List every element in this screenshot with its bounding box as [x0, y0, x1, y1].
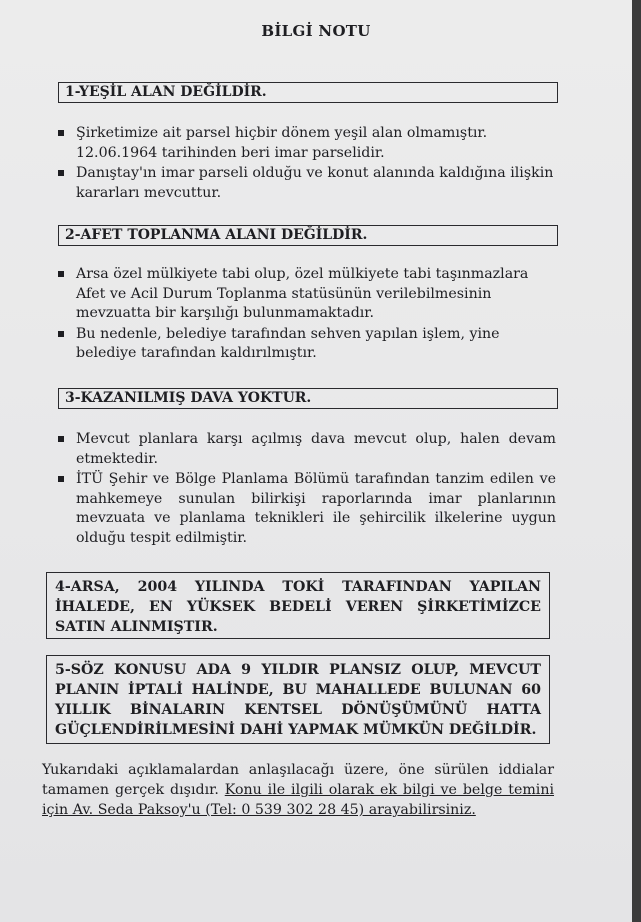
section-2-list: [56, 265, 556, 365]
document-title: BİLGİ NOTU: [261, 22, 371, 40]
bullet-icon: [58, 436, 64, 442]
list-item: [56, 325, 556, 364]
statement-box-5-text: 5-SÖZ KONUSU ADA 9 YILDIR PLANSIZ OLUP, MEVCUT PLANIN İPTALİ HALİNDE, BU MAHALLEDE BULUNAN 60 YILLIK BİNALARIN KENTSEL DÖNÜŞÜMÜNÜ HATTA GÜÇLENDİRİLMESİNİ DAHİ YAPMAK MÜMKÜN DEĞİLDİR.: [55, 662, 541, 738]
list-item: [56, 430, 556, 469]
bullet-icon: [58, 476, 64, 482]
list-item-text: Şirketimize ait parsel hiçbir dönem yeşil alan olmamıştır. 12.06.1964 tarihinden beri imar parselidir.: [76, 125, 488, 161]
closing-text: Yukarıdaki açıklamalardan anlaşılacağı üzere, öne sürülen iddialar tamamen gerçek dışıdır.: [42, 762, 554, 798]
list-item-text: Danıştay'ın imar parseli olduğu ve konut alanında kaldığına ilişkin kararları mevcuttur.: [76, 165, 554, 201]
bullet-icon: [58, 331, 64, 337]
list-item-text: Bu nedenle, belediye tarafından sehven yapılan işlem, yine belediye tarafından kaldırılmıştır.: [76, 325, 500, 361]
list-item-text: Mevcut planlara karşı açılmış dava mevcut olup, halen devam etmektedir.: [76, 431, 556, 467]
contact-text: Konu ile ilgili olarak ek bilgi ve belge temini için Av. Seda Paksoy'u (Tel: 0 539 302 28 45) arayabilirsiniz.: [42, 782, 555, 818]
list-item: [56, 265, 556, 324]
list-item: [56, 164, 556, 203]
section-3-heading: 3-KAZANILMIŞ DAVA YOKTUR.: [58, 388, 558, 409]
section-1-list: [56, 124, 556, 204]
statement-box-5: [46, 655, 550, 744]
section-1-heading: 1-YEŞİL ALAN DEĞİLDİR.: [58, 82, 558, 103]
statement-box-4: [46, 572, 550, 639]
closing-paragraph: [42, 760, 554, 820]
section-2-heading: 2-AFET TOPLANMA ALANI DEĞİLDİR.: [58, 225, 558, 246]
statement-box-4-text: 4-ARSA, 2004 YILINDA TOKİ TARAFINDAN YAPILAN İHALEDE, EN YÜKSEK BEDELİ VEREN ŞİRKETİMİZCE SATIN ALINMIŞTIR.: [55, 579, 541, 635]
list-item-text: İTÜ Şehir ve Bölge Planlama Bölümü tarafından tanzim edilen ve mahkemeye sunulan bilirkişi raporlarında imar planlarının mevzuata ve planlama teknikleri ile şehircilik ilkelerine uygun olduğu tespit edilmiştir.: [76, 471, 556, 546]
bullet-icon: [58, 170, 64, 176]
section-3-list: [56, 430, 556, 549]
list-item: [56, 124, 556, 163]
list-item-text: Arsa özel mülkiyete tabi olup, özel mülkiyete tabi taşınmazlara Afet ve Acil Durum Toplanma statüsünün verilebilmesinin mevzuatta bir karşılığı bulunmamaktadır.: [76, 266, 529, 321]
bullet-icon: [58, 271, 64, 277]
bullet-icon: [58, 130, 64, 136]
list-item: [56, 470, 556, 548]
